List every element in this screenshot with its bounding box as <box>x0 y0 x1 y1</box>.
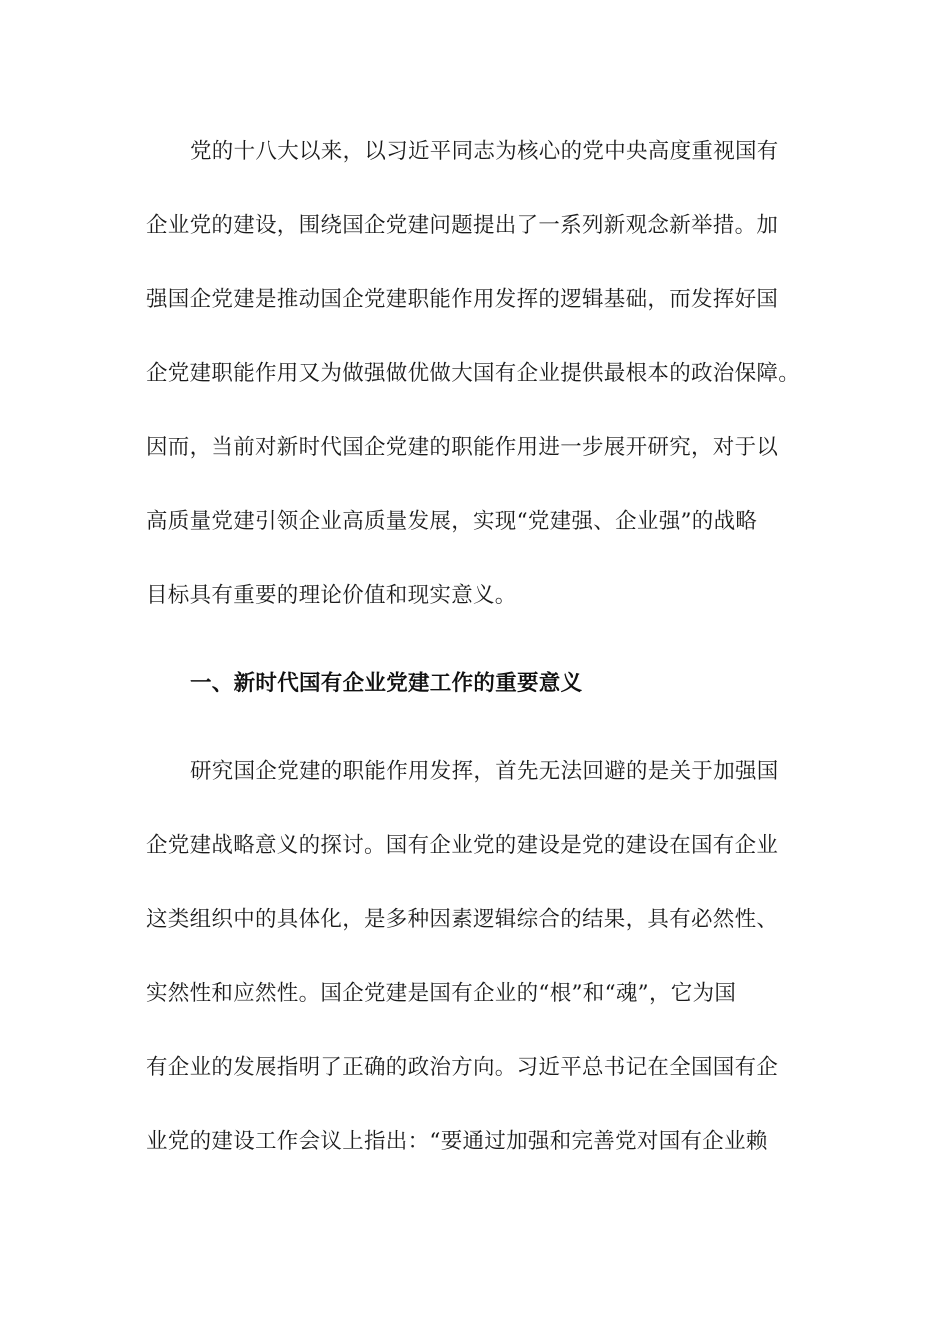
text-line: 目标具有重要的理论价值和现实意义。 <box>146 583 517 608</box>
text-line: 有企业的发展指明了正确的政治方向。习近平总书记在全国国有企 <box>146 1055 779 1080</box>
text-line: 企业党的建设，围绕国企党建问题提出了一系列新观念新举措。加 <box>146 213 779 238</box>
text-line: 实然性和应然性。国企党建是国有企业的“根”和“魂”，它为国 <box>146 981 737 1006</box>
text-line: 这类组织中的具体化，是多种因素逻辑综合的结果，具有必然性、 <box>146 907 779 932</box>
text-line: 强国企党建是推动国企党建职能作用发挥的逻辑基础，而发挥好国 <box>146 287 779 312</box>
text-line: 党的十八大以来，以习近平同志为核心的党中央高度重视国有 <box>190 139 779 164</box>
text-line: 研究国企党建的职能作用发挥，首先无法回避的是关于加强国 <box>190 759 779 784</box>
text-line: 企党建战略意义的探讨。国有企业党的建设是党的建设在国有企业 <box>146 833 779 858</box>
section-heading: 一、新时代国有企业党建工作的重要意义 <box>190 671 583 696</box>
text-line: 企党建职能作用又为做强做优做大国有企业提供最根本的政治保障。 <box>146 361 801 386</box>
text-line: 因而，当前对新时代国企党建的职能作用进一步展开研究，对于以 <box>146 435 779 460</box>
text-line: 高质量党建引领企业高质量发展，实现“党建强、企业强”的战略 <box>146 509 758 534</box>
text-line: 业党的建设工作会议上指出：“要通过加强和完善党对国有企业赖 <box>146 1129 768 1154</box>
